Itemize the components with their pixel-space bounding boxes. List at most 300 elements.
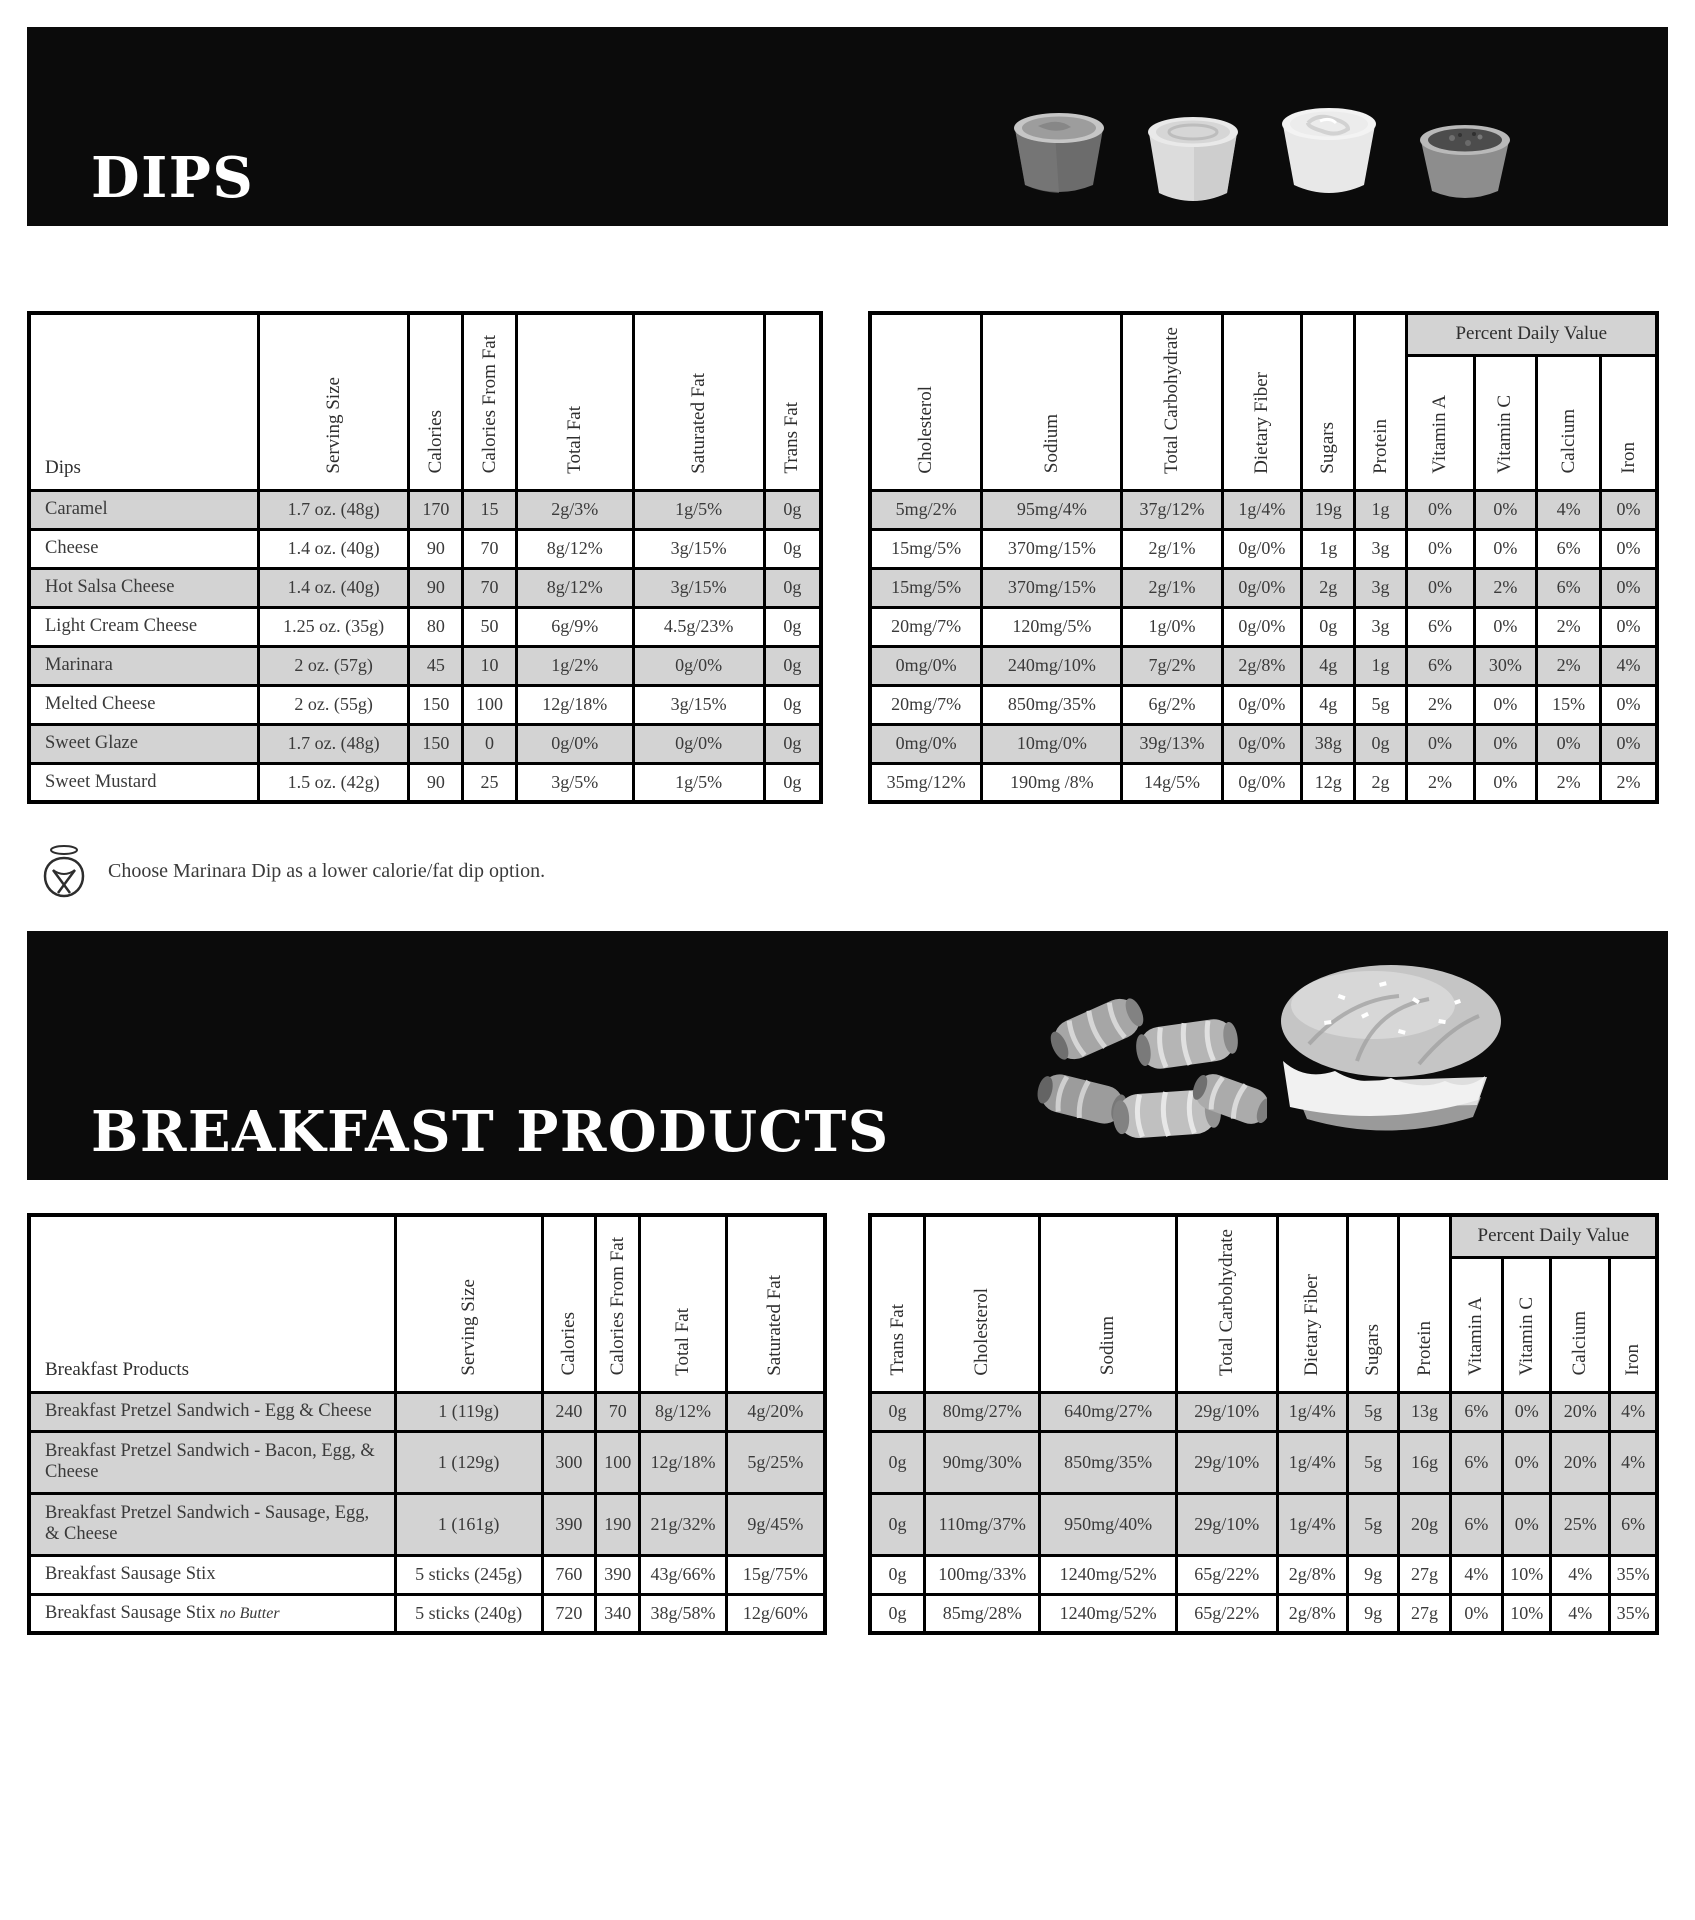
table-cell: 240mg/10% (982, 646, 1122, 685)
table-cell: 20mg/7% (870, 607, 982, 646)
table-cell: 720 (542, 1594, 595, 1633)
column-header-dietary-fiber: Dietary Fiber (1222, 313, 1301, 490)
column-header-vitamin-a: Vitamin A (1450, 1257, 1502, 1392)
table-cell: 0g (870, 1594, 925, 1633)
caramel-dip-cup-icon (1000, 93, 1118, 199)
column-header-total-carbohydrate: Total Carbohydrate (1176, 1215, 1277, 1392)
table-cell: 5mg/2% (870, 490, 982, 529)
table-cell: 1240mg/52% (1040, 1594, 1176, 1633)
table-cell: 4% (1600, 646, 1657, 685)
table-cell: 850mg/35% (982, 685, 1122, 724)
marinara-tip-note (40, 843, 545, 899)
table-cell: 38g (1302, 724, 1355, 763)
row-name: Breakfast Pretzel Sandwich - Egg & Cheese (29, 1392, 395, 1431)
table-cell: 0% (1600, 568, 1657, 607)
table-cell: 12g/18% (516, 685, 633, 724)
table-cell: 2% (1600, 763, 1657, 802)
column-header-trans-fat: Trans Fat (870, 1215, 925, 1392)
table-row (870, 1594, 1657, 1633)
table-cell: 1.5 oz. (42g) (258, 763, 409, 802)
table-cell: 90 (409, 529, 463, 568)
table-cell: 20mg/7% (870, 685, 982, 724)
table-cell: 2% (1537, 763, 1601, 802)
dips-title: DIPS (91, 145, 255, 211)
percent-daily-value-header: Percent Daily Value (1450, 1215, 1657, 1257)
table-row (870, 1431, 1657, 1493)
table-row (29, 607, 821, 646)
column-header-vitamin-a: Vitamin A (1406, 355, 1474, 490)
column-header-total-fat: Total Fat (640, 1215, 726, 1392)
table-row (870, 529, 1657, 568)
row-name: Breakfast Sausage Stix no Butter (29, 1594, 395, 1633)
table-cell: 150 (409, 685, 463, 724)
table-cell: 0 (463, 724, 517, 763)
column-header-vitamin-c: Vitamin C (1474, 355, 1537, 490)
table-cell: 25 (463, 763, 517, 802)
table-cell: 0% (1537, 724, 1601, 763)
table-cell: 90 (409, 568, 463, 607)
table-cell: 950mg/40% (1040, 1493, 1176, 1555)
table-cell: 6% (1610, 1493, 1657, 1555)
table-cell: 1g (1355, 646, 1406, 685)
table-row (29, 490, 821, 529)
table-cell: 15mg/5% (870, 529, 982, 568)
table-cell: 2g/1% (1122, 568, 1222, 607)
table-row (870, 1555, 1657, 1594)
table-cell: 0% (1474, 490, 1537, 529)
table-cell: 50 (463, 607, 517, 646)
table-cell: 0mg/0% (870, 646, 982, 685)
column-header-calories: Calories (409, 313, 463, 490)
table-cell: 0g/0% (1222, 763, 1301, 802)
table-cell: 1g/5% (633, 490, 764, 529)
row-name-note: no Butter (215, 1604, 280, 1622)
table-cell: 10 (463, 646, 517, 685)
table-cell: 5g (1347, 1493, 1398, 1555)
table-cell: 0% (1406, 568, 1474, 607)
table-cell: 1 (119g) (395, 1392, 542, 1431)
table-cell: 100 (596, 1431, 640, 1493)
table-cell: 10% (1503, 1594, 1551, 1633)
table-cell: 120mg/5% (982, 607, 1122, 646)
table-cell: 15g/75% (726, 1555, 825, 1594)
column-header-dips: Dips (29, 313, 258, 490)
table-cell: 2% (1537, 646, 1601, 685)
table-row (29, 763, 821, 802)
table-cell: 2g (1302, 568, 1355, 607)
column-header-sugars: Sugars (1347, 1215, 1398, 1392)
table-cell: 70 (463, 568, 517, 607)
table-row (29, 1555, 825, 1594)
table-cell: 0g (764, 568, 821, 607)
table-cell: 300 (542, 1431, 595, 1493)
table-cell: 0g (764, 529, 821, 568)
breakfast-nutrition-table-left (27, 1213, 827, 1635)
column-header-sugars: Sugars (1302, 313, 1355, 490)
table-cell: 190 (596, 1493, 640, 1555)
table-cell: 1g (1302, 529, 1355, 568)
table-cell: 2 oz. (55g) (258, 685, 409, 724)
table-cell: 0g/0% (1222, 724, 1301, 763)
table-cell: 4% (1551, 1594, 1610, 1633)
table-row (29, 1493, 825, 1555)
table-cell: 1.4 oz. (40g) (258, 568, 409, 607)
column-header-protein: Protein (1355, 313, 1406, 490)
table-row (870, 646, 1657, 685)
table-cell: 1g/4% (1277, 1392, 1347, 1431)
table-cell: 30% (1474, 646, 1537, 685)
row-name: Marinara (29, 646, 258, 685)
pretzel-halo-icon (40, 843, 88, 899)
table-cell: 38g/58% (640, 1594, 726, 1633)
column-header-calcium: Calcium (1537, 355, 1601, 490)
table-cell: 90 (409, 763, 463, 802)
table-row (29, 529, 821, 568)
table-cell: 0g (764, 607, 821, 646)
table-cell: 1g/4% (1277, 1493, 1347, 1555)
column-header-cholesterol: Cholesterol (870, 313, 982, 490)
table-cell: 0mg/0% (870, 724, 982, 763)
table-cell: 5g (1347, 1431, 1398, 1493)
table-cell: 0g/0% (633, 646, 764, 685)
table-cell: 0% (1450, 1594, 1502, 1633)
table-cell: 5g/25% (726, 1431, 825, 1493)
table-row (29, 1392, 825, 1431)
table-row (870, 1392, 1657, 1431)
row-name: Breakfast Pretzel Sandwich - Sausage, Egg, & Cheese (29, 1493, 395, 1555)
table-cell: 0g/0% (1222, 529, 1301, 568)
table-cell: 10mg/0% (982, 724, 1122, 763)
sausage-stix-image (1027, 969, 1267, 1169)
table-cell: 29g/10% (1176, 1493, 1277, 1555)
column-header-iron: Iron (1600, 355, 1657, 490)
table-cell: 2g/8% (1277, 1594, 1347, 1633)
table-cell: 90mg/30% (925, 1431, 1040, 1493)
cheese-dip-cup-icon (1134, 99, 1252, 209)
column-header-serving-size: Serving Size (258, 313, 409, 490)
table-cell: 2 oz. (57g) (258, 646, 409, 685)
table-cell: 2% (1406, 763, 1474, 802)
table-cell: 1g/2% (516, 646, 633, 685)
table-row (870, 763, 1657, 802)
table-cell: 1.7 oz. (48g) (258, 490, 409, 529)
table-cell: 35% (1610, 1594, 1657, 1633)
table-cell: 4% (1610, 1431, 1657, 1493)
table-cell: 9g (1347, 1594, 1398, 1633)
table-cell: 4% (1537, 490, 1601, 529)
table-cell: 15 (463, 490, 517, 529)
table-row (29, 1431, 825, 1493)
salsa-dip-cup-icon (1406, 107, 1524, 207)
table-row (870, 607, 1657, 646)
table-cell: 85mg/28% (925, 1594, 1040, 1633)
table-cell: 100mg/33% (925, 1555, 1040, 1594)
table-cell: 2g/3% (516, 490, 633, 529)
column-header-sodium: Sodium (982, 313, 1122, 490)
table-cell: 1g/4% (1222, 490, 1301, 529)
table-cell: 70 (596, 1392, 640, 1431)
table-cell: 6% (1537, 568, 1601, 607)
table-cell: 45 (409, 646, 463, 685)
table-cell: 6g/2% (1122, 685, 1222, 724)
table-cell: 95mg/4% (982, 490, 1122, 529)
table-cell: 13g (1399, 1392, 1450, 1431)
table-cell: 20g (1399, 1493, 1450, 1555)
table-cell: 370mg/15% (982, 529, 1122, 568)
table-cell: 390 (596, 1555, 640, 1594)
table-cell: 37g/12% (1122, 490, 1222, 529)
table-cell: 0% (1406, 724, 1474, 763)
column-header-dietary-fiber: Dietary Fiber (1277, 1215, 1347, 1392)
breakfast-banner (27, 931, 1668, 1180)
table-cell: 760 (542, 1555, 595, 1594)
row-name: Cheese (29, 529, 258, 568)
table-cell: 3g (1355, 529, 1406, 568)
table-cell: 0g/0% (516, 724, 633, 763)
table-cell: 0g (764, 763, 821, 802)
table-cell: 25% (1551, 1493, 1610, 1555)
table-cell: 4% (1450, 1555, 1502, 1594)
table-cell: 4% (1551, 1555, 1610, 1594)
table-cell: 10% (1503, 1555, 1551, 1594)
row-name: Melted Cheese (29, 685, 258, 724)
table-cell: 1.7 oz. (48g) (258, 724, 409, 763)
table-cell: 0% (1503, 1493, 1551, 1555)
row-name: Sweet Mustard (29, 763, 258, 802)
breakfast-title: BREAKFAST PRODUCTS (91, 1099, 890, 1165)
table-cell: 0% (1600, 490, 1657, 529)
table-cell: 0g (1302, 607, 1355, 646)
table-cell: 43g/66% (640, 1555, 726, 1594)
table-cell: 0g (870, 1392, 925, 1431)
table-cell: 70 (463, 529, 517, 568)
table-cell: 2% (1474, 568, 1537, 607)
table-cell: 0% (1600, 607, 1657, 646)
column-header-cholesterol: Cholesterol (925, 1215, 1040, 1392)
table-cell: 240 (542, 1392, 595, 1431)
table-cell: 1g/0% (1122, 607, 1222, 646)
column-header-sodium: Sodium (1040, 1215, 1176, 1392)
table-cell: 27g (1399, 1555, 1450, 1594)
table-cell: 0% (1474, 529, 1537, 568)
table-cell: 110mg/37% (925, 1493, 1040, 1555)
table-cell: 0g (764, 724, 821, 763)
table-cell: 0g (870, 1555, 925, 1594)
table-cell: 1g (1355, 490, 1406, 529)
table-cell: 39g/13% (1122, 724, 1222, 763)
table-cell: 150 (409, 724, 463, 763)
table-cell: 21g/32% (640, 1493, 726, 1555)
dips-banner (27, 27, 1668, 226)
table-cell: 6% (1450, 1392, 1502, 1431)
row-name: Caramel (29, 490, 258, 529)
row-name: Light Cream Cheese (29, 607, 258, 646)
note-text: Choose Marinara Dip as a lower calorie/fat dip option. (108, 859, 546, 882)
table-cell: 8g/12% (640, 1392, 726, 1431)
column-header-total-fat: Total Fat (516, 313, 633, 490)
table-cell: 0% (1600, 724, 1657, 763)
table-cell: 5 sticks (245g) (395, 1555, 542, 1594)
table-cell: 2% (1537, 607, 1601, 646)
table-cell: 1g/5% (633, 763, 764, 802)
table-cell: 6g/9% (516, 607, 633, 646)
table-cell: 14g/5% (1122, 763, 1222, 802)
column-header-saturated-fat: Saturated Fat (633, 313, 764, 490)
column-header-calcium: Calcium (1551, 1257, 1610, 1392)
table-cell: 65g/22% (1176, 1555, 1277, 1594)
table-cell: 3g (1355, 607, 1406, 646)
table-cell: 0% (1474, 607, 1537, 646)
table-cell: 1.25 oz. (35g) (258, 607, 409, 646)
table-cell: 0% (1406, 490, 1474, 529)
table-row (870, 568, 1657, 607)
column-header-calories-from-fat: Calories From Fat (596, 1215, 640, 1392)
table-cell: 20% (1551, 1392, 1610, 1431)
table-cell: 0g (764, 646, 821, 685)
table-cell: 0% (1474, 763, 1537, 802)
table-cell: 0g (870, 1493, 925, 1555)
table-cell: 4% (1610, 1392, 1657, 1431)
table-cell: 2g/8% (1277, 1555, 1347, 1594)
table-cell: 0g/0% (1222, 607, 1301, 646)
table-cell: 370mg/15% (982, 568, 1122, 607)
table-cell: 80 (409, 607, 463, 646)
row-name: Breakfast Sausage Stix (29, 1555, 395, 1594)
table-cell: 5g (1355, 685, 1406, 724)
table-cell: 8g/12% (516, 568, 633, 607)
table-cell: 29g/10% (1176, 1431, 1277, 1493)
column-header-saturated-fat: Saturated Fat (726, 1215, 825, 1392)
table-cell: 0g (1355, 724, 1406, 763)
table-row (870, 490, 1657, 529)
table-cell: 0% (1600, 529, 1657, 568)
column-header-serving-size: Serving Size (395, 1215, 542, 1392)
table-cell: 2g/1% (1122, 529, 1222, 568)
table-cell: 29g/10% (1176, 1392, 1277, 1431)
table-cell: 12g/18% (640, 1431, 726, 1493)
table-cell: 6% (1537, 529, 1601, 568)
table-cell: 0g/0% (633, 724, 764, 763)
table-cell: 4g (1302, 685, 1355, 724)
table-cell: 0% (1503, 1392, 1551, 1431)
table-cell: 6% (1406, 646, 1474, 685)
column-header-iron: Iron (1610, 1257, 1657, 1392)
table-cell: 1.4 oz. (40g) (258, 529, 409, 568)
table-cell: 4g/20% (726, 1392, 825, 1431)
table-cell: 35% (1610, 1555, 1657, 1594)
table-cell: 1g/4% (1277, 1431, 1347, 1493)
table-cell: 3g/15% (633, 685, 764, 724)
column-header-breakfast-products: Breakfast Products (29, 1215, 395, 1392)
table-cell: 3g/5% (516, 763, 633, 802)
table-cell: 35mg/12% (870, 763, 982, 802)
table-cell: 390 (542, 1493, 595, 1555)
table-cell: 4g (1302, 646, 1355, 685)
table-cell: 1 (161g) (395, 1493, 542, 1555)
table-cell: 9g (1347, 1555, 1398, 1594)
table-cell: 9g/45% (726, 1493, 825, 1555)
table-cell: 3g (1355, 568, 1406, 607)
table-cell: 12g (1302, 763, 1355, 802)
table-cell: 16g (1399, 1431, 1450, 1493)
table-cell: 100 (463, 685, 517, 724)
table-cell: 20% (1551, 1431, 1610, 1493)
table-cell: 3g/15% (633, 529, 764, 568)
table-cell: 80mg/27% (925, 1392, 1040, 1431)
column-header-protein: Protein (1399, 1215, 1450, 1392)
dip-cups-image (1000, 85, 1524, 209)
table-cell: 5 sticks (240g) (395, 1594, 542, 1633)
column-header-vitamin-c: Vitamin C (1503, 1257, 1551, 1392)
pretzel-sandwich-image (1269, 949, 1514, 1149)
table-cell: 4.5g/23% (633, 607, 764, 646)
table-row (870, 724, 1657, 763)
table-cell: 19g (1302, 490, 1355, 529)
table-cell: 0% (1474, 724, 1537, 763)
column-header-trans-fat: Trans Fat (764, 313, 821, 490)
table-cell: 2g/8% (1222, 646, 1301, 685)
table-cell: 0g (764, 490, 821, 529)
table-row (870, 1493, 1657, 1555)
cream-dip-cup-icon (1268, 89, 1390, 201)
table-cell: 1 (129g) (395, 1431, 542, 1493)
table-cell: 27g (1399, 1594, 1450, 1633)
table-row (870, 685, 1657, 724)
table-cell: 0g (764, 685, 821, 724)
table-cell: 8g/12% (516, 529, 633, 568)
table-cell: 7g/2% (1122, 646, 1222, 685)
table-cell: 15% (1537, 685, 1601, 724)
dips-nutrition-table-right (868, 311, 1659, 804)
percent-daily-value-header: Percent Daily Value (1406, 313, 1657, 355)
table-cell: 0% (1503, 1431, 1551, 1493)
column-header-total-carbohydrate: Total Carbohydrate (1122, 313, 1222, 490)
table-cell: 0g (870, 1431, 925, 1493)
table-row (29, 724, 821, 763)
column-header-calories: Calories (542, 1215, 595, 1392)
table-row (29, 568, 821, 607)
row-name: Breakfast Pretzel Sandwich - Bacon, Egg, & Cheese (29, 1431, 395, 1493)
table-cell: 6% (1406, 607, 1474, 646)
dips-nutrition-table-left (27, 311, 823, 804)
table-cell: 640mg/27% (1040, 1392, 1176, 1431)
breakfast-nutrition-table-right (868, 1213, 1659, 1635)
table-cell: 5g (1347, 1392, 1398, 1431)
table-cell: 0% (1406, 529, 1474, 568)
table-cell: 12g/60% (726, 1594, 825, 1633)
table-cell: 2% (1406, 685, 1474, 724)
table-cell: 6% (1450, 1493, 1502, 1555)
table-cell: 0g/0% (1222, 685, 1301, 724)
column-header-calories-from-fat: Calories From Fat (463, 313, 517, 490)
table-cell: 0% (1474, 685, 1537, 724)
table-cell: 3g/15% (633, 568, 764, 607)
row-name: Hot Salsa Cheese (29, 568, 258, 607)
table-row (29, 646, 821, 685)
table-cell: 6% (1450, 1431, 1502, 1493)
row-name: Sweet Glaze (29, 724, 258, 763)
table-cell: 170 (409, 490, 463, 529)
table-cell: 340 (596, 1594, 640, 1633)
table-cell: 2g (1355, 763, 1406, 802)
table-cell: 190mg /8% (982, 763, 1122, 802)
table-cell: 0% (1600, 685, 1657, 724)
table-cell: 1240mg/52% (1040, 1555, 1176, 1594)
table-cell: 65g/22% (1176, 1594, 1277, 1633)
table-row (29, 1594, 825, 1633)
table-row (29, 685, 821, 724)
table-cell: 850mg/35% (1040, 1431, 1176, 1493)
